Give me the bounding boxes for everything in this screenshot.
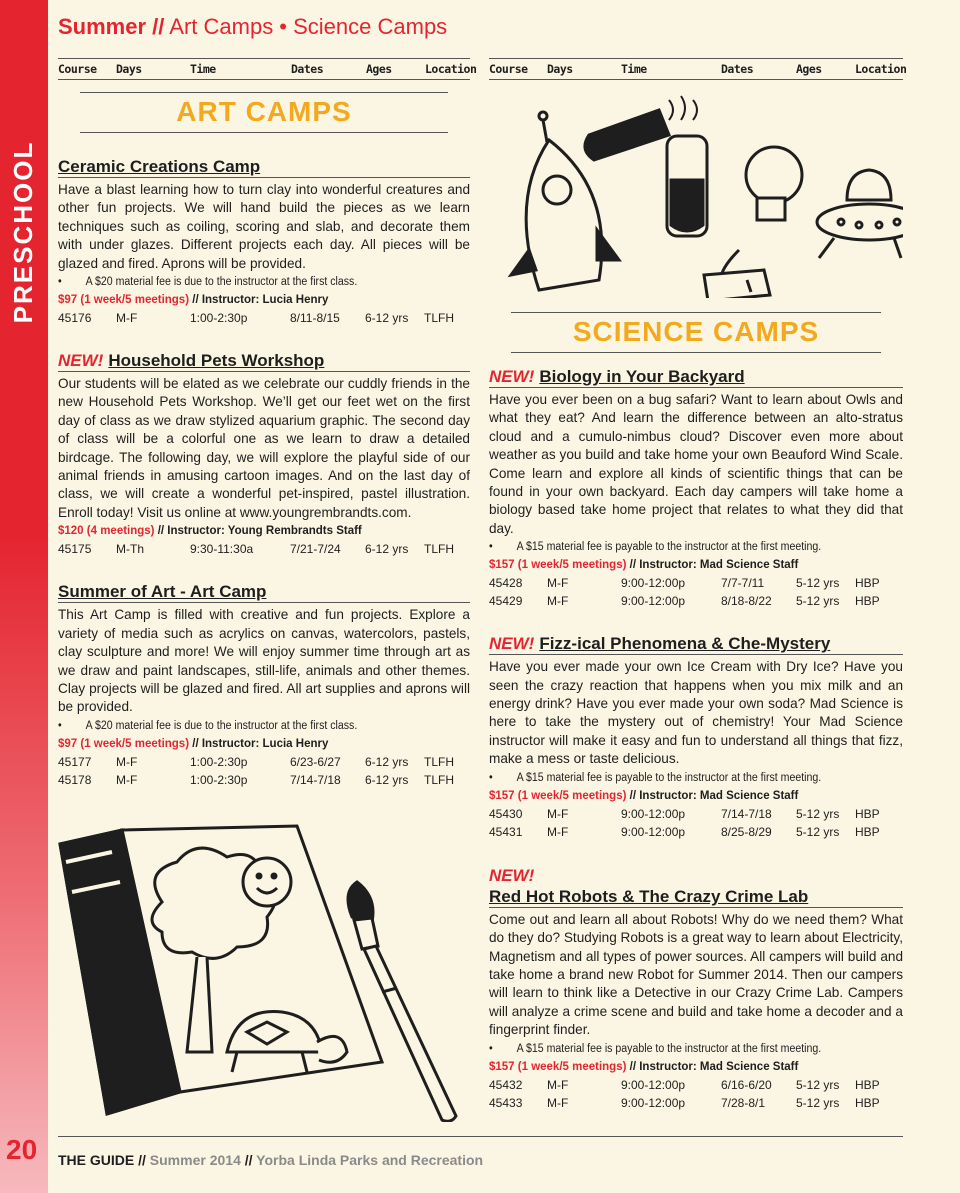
dates: 6/16-6/20	[721, 1077, 772, 1092]
price-line	[489, 787, 903, 805]
course-title[interactable]: Red Hot Robots & The Crazy Crime Lab	[489, 886, 809, 906]
dates: 7/7-7/11	[721, 576, 765, 591]
paintbrush-icon	[348, 882, 456, 1121]
course-fizz-ical	[489, 634, 903, 840]
time: 9:00-12:00p	[621, 1095, 686, 1110]
course-number: 45430	[489, 806, 523, 821]
location: TLFH	[424, 542, 454, 557]
material-fee-note: • A $15 material fee is payable to the instructor at the first meeting.	[489, 541, 822, 554]
header-season: Summer //	[58, 14, 165, 39]
course-household-pets	[58, 351, 470, 558]
table-row	[58, 309, 470, 327]
time: 9:00-12:00p	[621, 576, 686, 591]
course-number: 45176	[58, 311, 92, 326]
page-number: 20	[6, 1134, 38, 1165]
footer-separator: //	[240, 1152, 257, 1168]
price: $97 (1 week/5 meetings)	[58, 294, 190, 307]
col-time: Time	[190, 62, 216, 76]
course-description: Our students will be elated as we celebrate our cuddly friends in the new Household Pets Workshop. We’ll get our feet wet on the first day of class as we draw stylized aquarium graphic. The second day of class will be a colorful one as we learn to draw a detailed birdcage. The following day, we will explore the playful side of our animal friends in amusing cartoon images. And on the last day of class, we will create a wonderful pet-inspired, pastel illustration. Enroll today! Visit us online at www.youngrembrandts.com.	[58, 376, 470, 520]
table-row	[58, 540, 470, 558]
col-dates: Dates	[291, 62, 324, 76]
ages: 5-12 yrs	[796, 576, 840, 591]
price-line	[58, 735, 470, 753]
header-topics: Art Camps • Science Camps	[169, 14, 448, 39]
course-title[interactable]: Fizz-ical Phenomena & Che-Mystery	[539, 634, 831, 654]
course-ceramic-creations	[58, 157, 470, 327]
col-time: Time	[621, 62, 647, 76]
days: M-Th	[116, 542, 144, 557]
table-row	[489, 805, 903, 823]
time: 1:00-2:30p	[190, 772, 248, 787]
dates: 8/11-8/15	[290, 311, 340, 326]
note-text: A $20 material fee is due to the instructor at the first class.	[85, 276, 358, 289]
course-title-row	[489, 634, 903, 655]
new-badge: NEW!	[58, 351, 104, 371]
price-line	[489, 1058, 903, 1076]
footer-divider	[58, 1136, 903, 1137]
science-camps-column	[489, 58, 907, 1112]
instructor: // Instructor: Mad Science Staff	[629, 1060, 799, 1073]
location: TLFH	[424, 311, 454, 326]
col-ages: Ages	[366, 62, 392, 76]
new-badge: NEW!	[489, 634, 535, 654]
days: M-F	[547, 1077, 569, 1092]
ages: 5-12 yrs	[796, 824, 840, 839]
table-row	[58, 753, 470, 771]
price-line	[489, 556, 903, 574]
ufo-icon	[817, 170, 903, 258]
ages: 6-12 yrs	[365, 311, 409, 326]
location: TLFH	[424, 754, 454, 769]
days: M-F	[547, 576, 569, 591]
course-title-row	[58, 582, 470, 603]
col-ages: Ages	[796, 62, 822, 76]
course-title[interactable]: Summer of Art - Art Camp	[58, 582, 267, 602]
course-number: 45433	[489, 1095, 523, 1110]
location: TLFH	[424, 772, 454, 787]
course-number: 45429	[489, 594, 523, 609]
col-dates: Dates	[721, 62, 754, 76]
dates: 7/28-8/1	[721, 1095, 766, 1110]
new-badge: NEW!	[489, 865, 535, 885]
course-red-hot-robots	[489, 865, 903, 1112]
location: HBP	[855, 576, 880, 591]
test-tube-icon	[585, 96, 707, 236]
material-fee-note: • A $20 material fee is due to the instructor at the first class.	[58, 276, 358, 289]
price: $157 (1 week/5 meetings)	[489, 559, 627, 572]
battery-icon	[704, 270, 770, 298]
location: HBP	[855, 1077, 880, 1092]
ages: 5-12 yrs	[796, 1095, 840, 1110]
side-strip	[0, 0, 48, 1193]
course-summer-of-art	[58, 582, 470, 788]
course-title[interactable]: Biology in Your Backyard	[539, 367, 745, 386]
time: 9:00-12:00p	[621, 1077, 686, 1092]
time: 1:00-2:30p	[190, 754, 248, 769]
note-text: A $15 material fee is payable to the instructor at the first meeting.	[516, 541, 822, 554]
time: 1:00-2:30p	[190, 311, 248, 326]
col-location: Location	[425, 62, 477, 76]
table-row	[489, 574, 903, 592]
course-number: 45175	[58, 542, 92, 557]
course-title-row	[58, 157, 470, 178]
days: M-F	[116, 754, 138, 769]
price-line	[58, 522, 470, 540]
table-row	[489, 823, 903, 841]
course-biology-backyard	[489, 367, 903, 610]
location: HBP	[855, 1095, 880, 1110]
dates: 7/14-7/18	[290, 772, 341, 787]
dates: 8/18-8/22	[721, 594, 772, 609]
new-badge: NEW!	[489, 367, 535, 386]
price: $97 (1 week/5 meetings)	[58, 737, 190, 750]
course-description: This Art Camp is filled with creative and fun projects. Explore a variety of media such as acrylics on canvas, watercolors, pastels, clay sculpture and more! We will enjoy summer time through art as we draw and paint landscapes, still-life, animals and other themes. Clay projects will be glazed and fired. All art supplies and aprons will be provided.	[58, 607, 470, 715]
course-number: 45428	[489, 576, 523, 591]
ages: 6-12 yrs	[365, 542, 409, 557]
art-camps-title: ART CAMPS	[80, 92, 448, 133]
lightbulb-icon	[721, 147, 802, 290]
ages: 5-12 yrs	[796, 1077, 840, 1092]
col-course: Course	[58, 62, 97, 76]
dates: 7/14-7/18	[721, 806, 772, 821]
price-line	[58, 291, 470, 309]
days: M-F	[547, 594, 569, 609]
dates: 6/23-6/27	[290, 754, 341, 769]
course-title-row	[58, 351, 470, 372]
course-title-row	[489, 367, 903, 388]
footer-season: Summer 2014	[149, 1152, 241, 1168]
days: M-F	[547, 824, 569, 839]
dates: 8/25-8/29	[721, 824, 772, 839]
price: $157 (1 week/5 meetings)	[489, 789, 627, 802]
course-title[interactable]: Household Pets Workshop	[108, 351, 325, 371]
location: HBP	[855, 806, 880, 821]
dates: 7/21-7/24	[290, 542, 341, 557]
ages: 6-12 yrs	[365, 772, 409, 787]
page-header	[58, 14, 447, 40]
course-title-row	[489, 887, 903, 908]
col-location: Location	[855, 62, 907, 76]
table-row	[489, 1076, 903, 1094]
instructor: // Instructor: Young Rembrandts Staff	[157, 525, 362, 538]
page-footer	[58, 1152, 483, 1168]
col-days: Days	[547, 62, 573, 76]
course-description: Have you ever been on a bug safari? Want to learn about Owls and what they eat? And learn the difference between an alto-stratus cloud and a cumulo-nimbus cloud? Discover even more about weather as you build and take home your own Beauford Wind Scale. Come learn and explore all kinds of scientific things that can be found in your own backyard. Each day campers will take home a biology based take home project that relates to what they did that day.	[489, 392, 903, 536]
instructor: // Instructor: Mad Science Staff	[629, 559, 799, 572]
course-description: Have you ever made your own Ice Cream with Dry Ice? Have you seen the crazy reaction that happens when you mix milk and an energy drink? Have you ever made your own soda? Mad Science is here to take the mystery out of chemistry! Your Mad Science instructor will make it easy and fun to understand all things that fizz, make a mess or taste delicious.	[489, 659, 903, 767]
course-description: Come out and learn all about Robots! Why do we need them? What do they do? Studying Robots is a great way to learn about Electricity, Magnetism and all types of power sources. All campers will build and take home a brand new Robot for Summer 2014. Then our campers will learn to think like a Detective in our Crazy Crime Lab. Campers will analyze a crime scene and build and take home a decoder and a fingerprint finder.	[489, 911, 903, 1038]
science-illustration	[489, 80, 903, 298]
ages: 6-12 yrs	[365, 754, 409, 769]
course-description: Have a blast learning how to turn clay into wonderful creatures and other fun projects. We will hand build the pieces as we learn techniques such as coiling, scoring and slab, and decorate them with under glazes. Different projects each day. All pieces will be glazed and fired. Aprons will be provided.	[58, 182, 470, 271]
location: HBP	[855, 594, 880, 609]
material-fee-note: • A $15 material fee is payable to the instructor at the first meeting.	[489, 1042, 822, 1055]
course-number: 45431	[489, 824, 523, 839]
footer-publication: THE GUIDE	[58, 1152, 135, 1168]
art-camps-column	[58, 58, 477, 789]
column-header	[489, 58, 907, 80]
time: 9:00-12:00p	[621, 806, 686, 821]
col-course: Course	[489, 62, 528, 76]
science-camps-title: SCIENCE CAMPS	[511, 312, 881, 353]
price: $120 (4 meetings)	[58, 525, 155, 538]
course-number: 45178	[58, 772, 92, 787]
table-row	[58, 771, 470, 789]
note-text: A $20 material fee is due to the instructor at the first class.	[85, 719, 358, 732]
table-row	[489, 592, 903, 610]
column-header	[58, 58, 477, 80]
sun-icon	[243, 858, 291, 906]
footer-organization: Yorba Linda Parks and Recreation	[256, 1152, 484, 1168]
ages: 5-12 yrs	[796, 594, 840, 609]
material-fee-note: • A $15 material fee is payable to the instructor at the first meeting.	[489, 771, 822, 784]
days: M-F	[547, 806, 569, 821]
ages: 5-12 yrs	[796, 806, 840, 821]
course-number: 45177	[58, 754, 92, 769]
instructor: // Instructor: Lucia Henry	[192, 737, 329, 750]
location: HBP	[855, 824, 880, 839]
time: 9:30-11:30a	[190, 542, 254, 557]
days: M-F	[116, 311, 138, 326]
days: M-F	[547, 1095, 569, 1110]
new-badge-line	[489, 865, 903, 887]
course-title[interactable]: Ceramic Creations Camp	[58, 157, 261, 176]
col-days: Days	[116, 62, 142, 76]
instructor: // Instructor: Mad Science Staff	[629, 789, 799, 802]
table-row	[489, 1094, 903, 1112]
note-text: A $15 material fee is payable to the instructor at the first meeting.	[516, 1042, 822, 1055]
course-number: 45432	[489, 1077, 523, 1092]
art-illustration	[52, 822, 477, 1122]
days: M-F	[116, 772, 138, 787]
time: 9:00-12:00p	[621, 824, 686, 839]
footer-separator: //	[134, 1152, 150, 1168]
price: $157 (1 week/5 meetings)	[489, 1060, 627, 1073]
time: 9:00-12:00p	[621, 594, 686, 609]
section-side-label: PRESCHOOL	[8, 140, 38, 324]
material-fee-note: • A $20 material fee is due to the instructor at the first class.	[58, 719, 358, 732]
instructor: // Instructor: Lucia Henry	[192, 294, 329, 307]
note-text: A $15 material fee is payable to the instructor at the first meeting.	[516, 771, 822, 784]
